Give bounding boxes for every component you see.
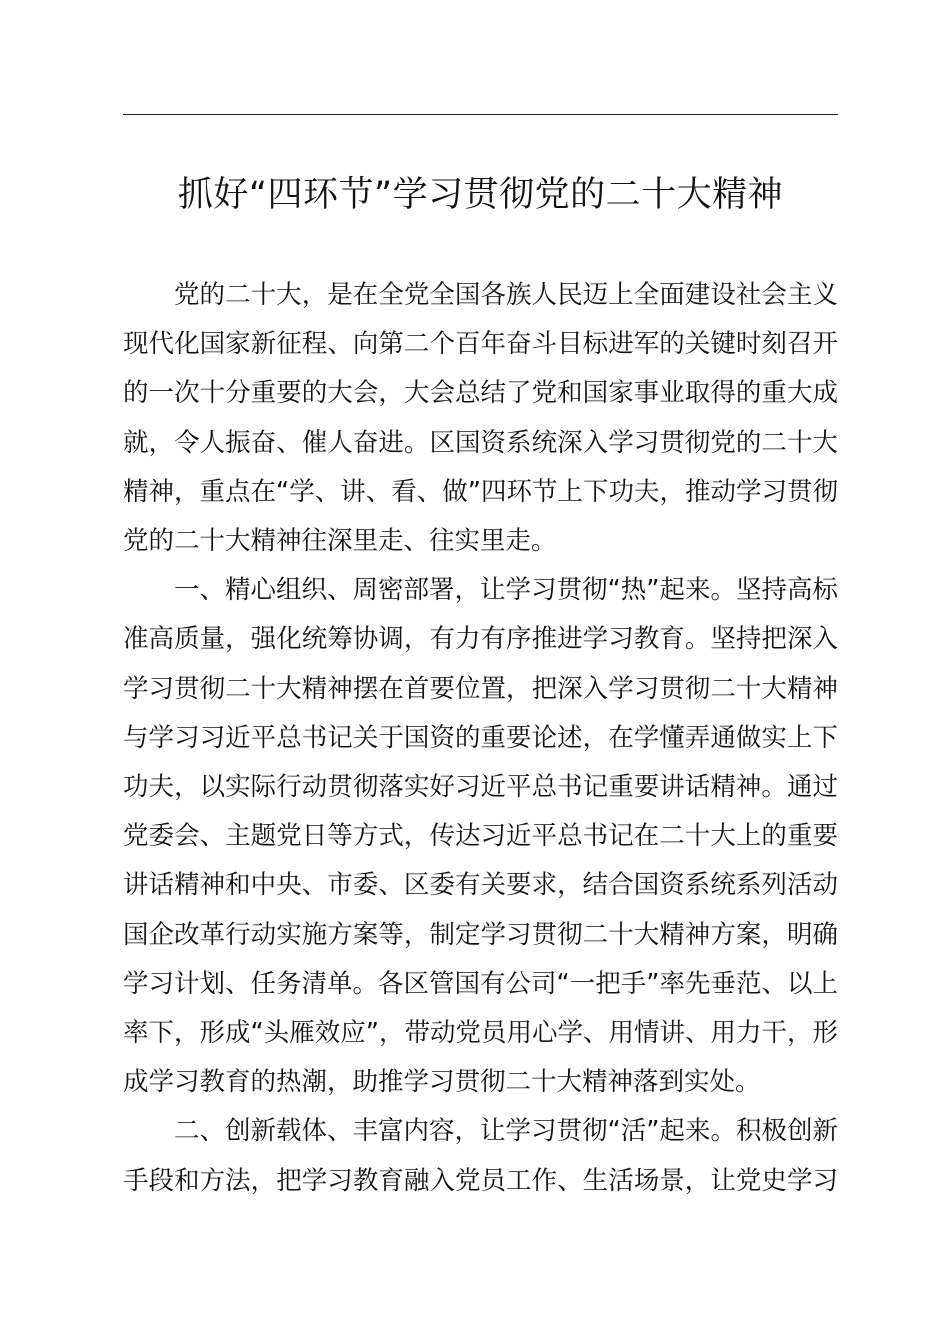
text-line: 党的二十大，是在全党全国各族人民迈上全面建设社会主义 [174,280,838,310]
header-divider [123,114,838,115]
text-line: 精神，重点在“学、讲、看、做”四环节上下功夫，推动学习贯彻 [123,476,838,507]
text-line: 功夫，以实际行动贯彻落实好习近平总书记重要讲话精神。通过 [123,772,838,803]
text-line: 现代化国家新征程、向第二个百年奋斗目标进军的关键时刻召开 [123,329,838,360]
paragraph-intro [123,271,838,566]
paragraph-section-one [123,566,838,1107]
text-line: 准高质量，强化统筹协调，有力有序推进学习教育。坚持把深入 [123,624,838,655]
document-body [123,271,838,1206]
document-title: 抓好“四环节”学习贯彻党的二十大精神 [177,175,784,215]
text-line: 党的二十大精神往深里走、往实里走。 [123,526,557,557]
text-line: 手段和方法，把学习教育融入党员工作、生活场景，让党史学习 [123,1165,838,1196]
text-line: 率下，形成“头雁效应”，带动党员用心学、用情讲、用力干，形 [123,1018,838,1049]
text-line: 一、精心组织、周密部署，让学习贯彻“热”起来。坚持高标 [174,575,838,606]
text-line: 党委会、主题党日等方式，传达习近平总书记在二十大上的重要 [123,821,838,852]
text-line: 成学习教育的热潮，助推学习贯彻二十大精神落到实处。 [123,1067,761,1098]
text-line: 学习贯彻二十大精神摆在首要位置，把深入学习贯彻二十大精神 [123,673,838,704]
paragraph-section-two [123,1107,838,1205]
text-line: 二、创新载体、丰富内容，让学习贯彻“活”起来。积极创新 [174,1116,838,1147]
text-line: 学习计划、任务清单。各区管国有公司“一把手”率先垂范、以上 [123,968,838,999]
text-line: 国企改革行动实施方案等，制定学习贯彻二十大精神方案，明确 [123,919,838,950]
text-line: 讲话精神和中央、市委、区委有关要求，结合国资系统系列活动 [123,870,838,901]
text-line: 的一次十分重要的大会，大会总结了党和国家事业取得的重大成 [123,378,838,409]
text-line: 就，令人振奋、催人奋进。区国资系统深入学习贯彻党的二十大 [123,427,838,458]
text-line: 与学习习近平总书记关于国资的重要论述，在学懂弄通做实上下 [123,722,838,753]
